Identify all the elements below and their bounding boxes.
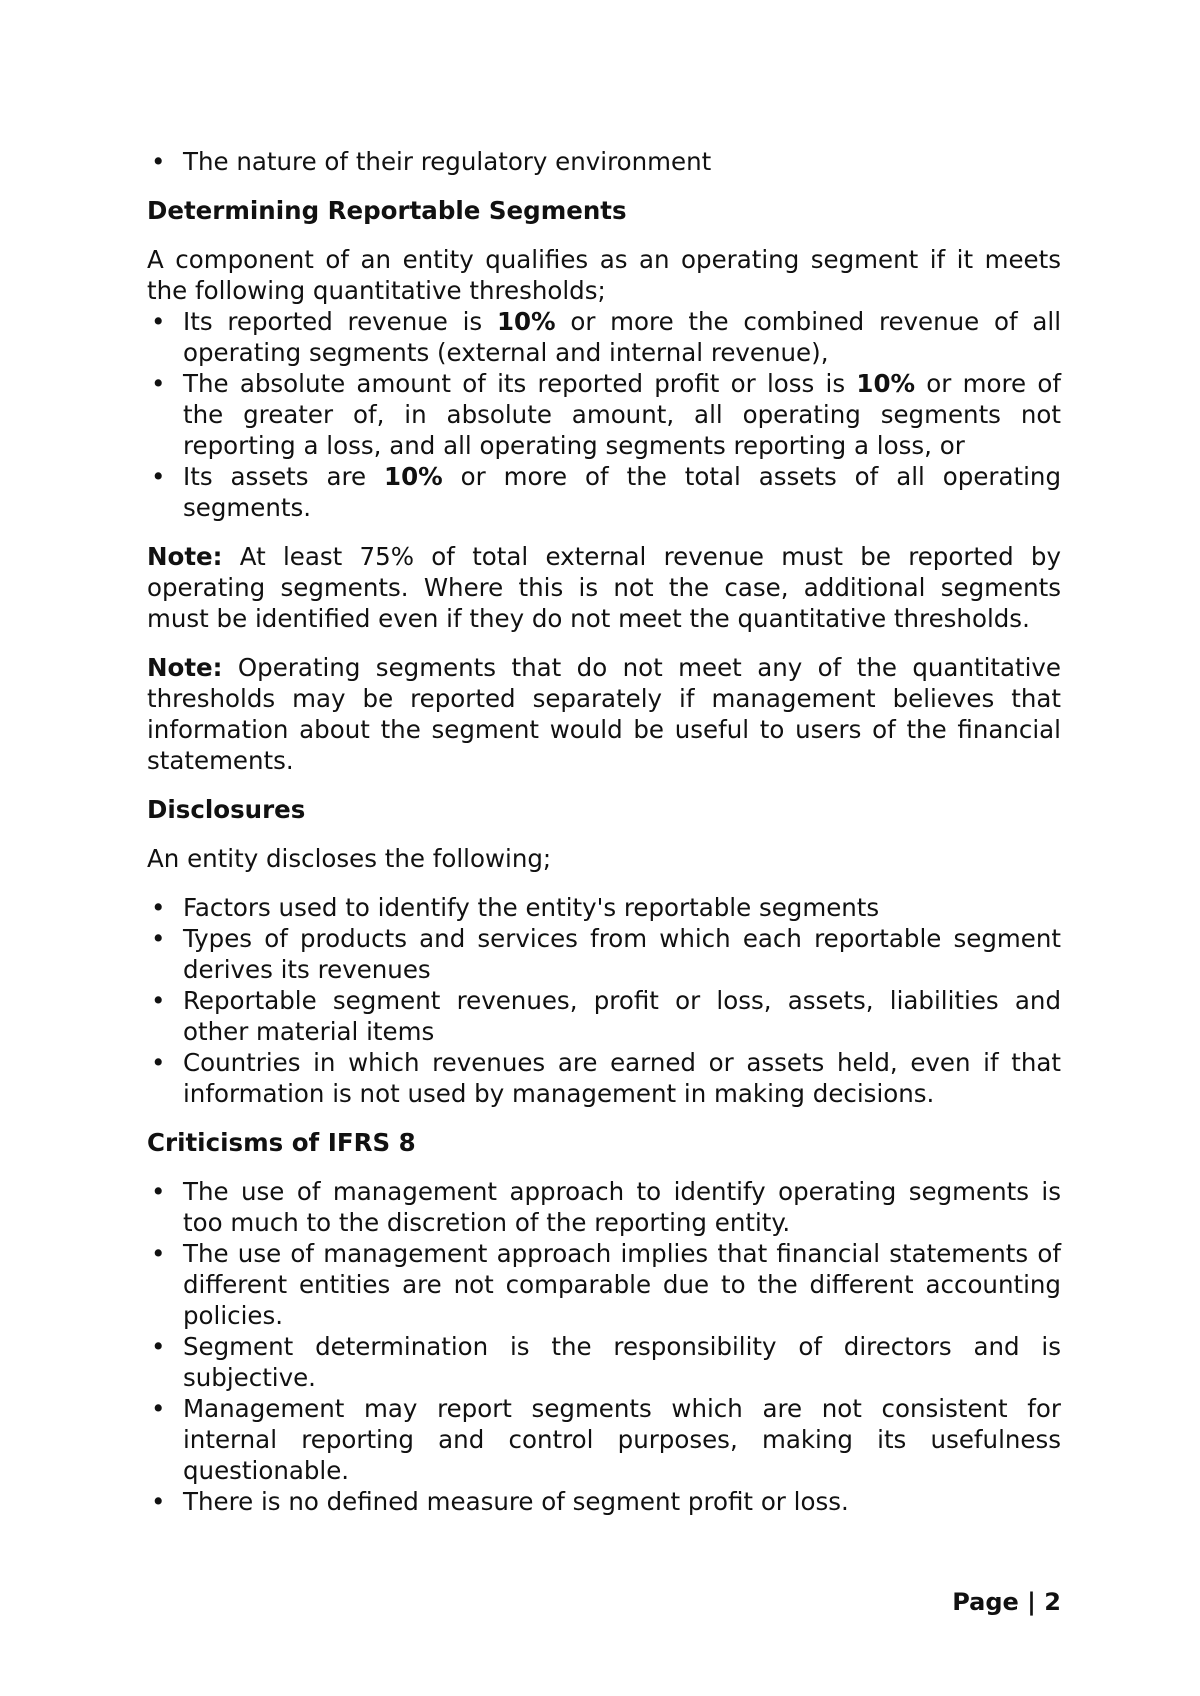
section-heading-reportable: Determining Reportable Segments — [147, 196, 627, 225]
note-paragraph — [147, 541, 1061, 634]
list-item-text-pre: Its assets are — [183, 462, 385, 491]
note-paragraph — [147, 652, 1061, 776]
disclosures-bullet-list — [147, 892, 1061, 1109]
list-item-text-post: or more the combined revenue of all operating segments (external and internal revenue), — [183, 307, 1061, 367]
reportable-lead-paragraph: A component of an entity qualifies as an operating segment if it meets the following quantitative thresholds; — [147, 245, 1061, 305]
list-item-text: Countries in which revenues are earned or assets held, even if that information is not used by management in making decisions. — [183, 1048, 1061, 1108]
bullet-icon: • — [151, 1048, 166, 1077]
list-item — [147, 1238, 1061, 1331]
list-item — [147, 1486, 1061, 1517]
page-number-footer: Page | 2 — [952, 1588, 1061, 1616]
bullet-icon: • — [151, 893, 166, 922]
list-item — [147, 923, 1061, 985]
section-heading-criticisms: Criticisms of IFRS 8 — [147, 1128, 416, 1157]
list-item-text: The nature of their regulatory environment — [183, 147, 712, 176]
list-item — [147, 985, 1061, 1047]
list-item-text: Segment determination is the responsibility of directors and is subjective. — [183, 1332, 1061, 1392]
threshold-value: 10% — [856, 369, 916, 398]
note-text: Operating segments that do not meet any of the quantitative thresholds may be reported separately if management believes that information about the segment would be useful to users of the financial statements. — [147, 653, 1061, 775]
intro-bullet-list — [147, 146, 1061, 177]
bullet-icon: • — [151, 369, 166, 398]
page-content — [147, 146, 1061, 1517]
bullet-icon: • — [151, 1332, 166, 1361]
note-label: Note: — [147, 653, 223, 682]
note-label: Note: — [147, 542, 223, 571]
list-item-text: Reportable segment revenues, profit or loss, assets, liabilities and other material items — [183, 986, 1061, 1046]
reportable-bullet-list — [147, 306, 1061, 523]
bullet-icon: • — [151, 147, 166, 176]
list-item-text: Factors used to identify the entity's reportable segments — [183, 893, 880, 922]
bullet-icon: • — [151, 986, 166, 1015]
bullet-icon: • — [151, 307, 166, 336]
bullet-icon: • — [151, 1487, 166, 1516]
list-item-text: Management may report segments which are not consistent for internal reporting and control purposes, making its usefulness questionable. — [183, 1394, 1061, 1485]
bullet-icon: • — [151, 1177, 166, 1206]
list-item-text-pre: Its reported revenue is — [183, 307, 497, 336]
bullet-icon: • — [151, 1239, 166, 1268]
bullet-icon: • — [151, 1394, 166, 1423]
list-item-text: Types of products and services from which each reportable segment derives its revenues — [183, 924, 1061, 984]
threshold-value: 10% — [496, 307, 556, 336]
list-item — [147, 1331, 1061, 1393]
section-heading-disclosures: Disclosures — [147, 795, 306, 824]
list-item-text-pre: The absolute amount of its reported profit or loss is — [183, 369, 857, 398]
bullet-icon: • — [151, 924, 166, 953]
list-item-text: The use of management approach to identify operating segments is too much to the discretion of the reporting entity. — [183, 1177, 1061, 1237]
list-item — [147, 1047, 1061, 1109]
criticisms-bullet-list — [147, 1176, 1061, 1517]
note-text: At least 75% of total external revenue must be reported by operating segments. Where this is not the case, additional segments must be identified even if they do not meet the quantitative thresholds. — [147, 542, 1061, 633]
list-item-text-post: or more of the greater of, in absolute amount, all operating segments not reporting a loss, and all operating segments reporting a loss, or — [183, 369, 1061, 460]
list-item — [147, 1393, 1061, 1486]
bullet-icon: • — [151, 462, 166, 491]
list-item-text: There is no defined measure of segment profit or loss. — [183, 1487, 849, 1516]
threshold-value: 10% — [384, 462, 443, 491]
list-item — [147, 892, 1061, 923]
list-item — [147, 1176, 1061, 1238]
disclosures-lead-paragraph: An entity discloses the following; — [147, 844, 552, 873]
list-item — [147, 368, 1061, 461]
list-item — [147, 461, 1061, 523]
list-item — [147, 306, 1061, 368]
list-item — [147, 146, 1061, 177]
list-item-text: The use of management approach implies that financial statements of different entities are not comparable due to the different accounting policies. — [183, 1239, 1061, 1330]
list-item-text-post: or more of the total assets of all operating segments. — [183, 462, 1061, 522]
